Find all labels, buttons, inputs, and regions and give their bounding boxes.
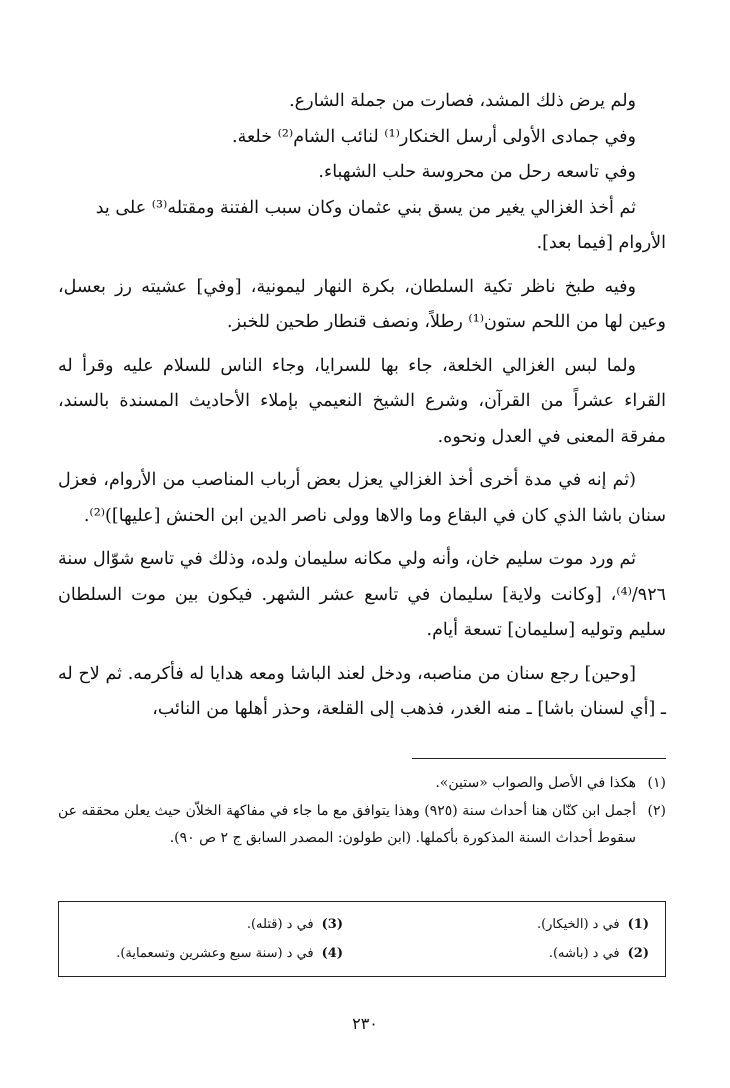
variant-note-1	[537, 910, 649, 939]
variant-text: في د (سنة سبع وعشرين وتسعماية).	[116, 946, 314, 961]
variant-note-2	[537, 939, 649, 968]
manuscript-variants-box	[58, 901, 666, 977]
variant-number: (3)	[321, 917, 343, 932]
text-line: الأروام [فيما بعد].	[536, 233, 666, 253]
footnote-text: أجمل ابن كنّان هنا أحداث سنة (٩٢٥) وهذا يتوافق مع ما جاء في مفاكهة الخلاّن حيث يعلن محققه عن سقوط أحداث السنة المذكورة بأكملها. (ابن طولون: المصدر السابق ج ٢ ص ٩٠).	[58, 802, 636, 846]
footnote-2	[58, 798, 666, 853]
text-line: وفي تاسعه رحل من محروسة حلب الشهباء.	[318, 162, 636, 182]
variant-text: في د (باشه).	[548, 946, 620, 961]
text-line: ولم يرض ذلك المشد، فصارت من جملة الشارع.	[289, 91, 636, 111]
variant-number: (1)	[627, 917, 649, 932]
paragraph-5: ثم ورد موت سليم خان، وأنه ولي مكانه سليمان ولده، وذلك في تاسع شوّال سنة ٩٢٦/⁽⁴⁾، [وكانت ولاية] سليمان في تاسع عشر الشهر. فيكون بين موت السلطان سليم وتوليه [سليمان] تسعة أيام.	[58, 549, 666, 640]
variant-note-4	[116, 939, 343, 968]
page-number: ٢٣٠	[352, 1014, 378, 1033]
paragraph-2: وفيه طبخ ناظر تكية السلطان، بكرة النهار ليمونية، [وفي] عشيته رز بعسل، وعين لها من اللحم ستون⁽¹⁾ رطلاً، ونصف قنطار طحين للخبز.	[58, 276, 666, 332]
variant-number: (4)	[321, 946, 343, 961]
text-line: وفي جمادى الأولى أرسل الخنكار⁽¹⁾ لنائب الشام⁽²⁾ خلعة.	[232, 126, 636, 147]
variant-number: (2)	[627, 946, 649, 961]
paragraph-6: [وحين] رجع سنان من مناصبه، ودخل لعند الباشا ومعه هدايا له فأكرمه. ثم لاح له ـ [أي لسنان باشا] ـ منه الغدر، فذهب إلى القلعة، وحذر أهلها من النائب،	[58, 663, 666, 719]
footnote-number: (١)	[647, 775, 666, 791]
footnote-1	[58, 770, 666, 798]
paragraph-3: ولما لبس الغزالي الخلعة، جاء بها للسرايا، وجاء الناس للسلام عليه وقرأ له القراء عشراً من القرآن، وشرع الشيخ النعيمي بإملاء الأحاديث المسندة بالسند، مفرقة المعنى في العدل ونحوه.	[58, 355, 666, 447]
text-line: ثم أخذ الغزالي يغير من يسق بني عثمان وكان سبب الفتنة ومقتله⁽³⁾ على يد	[95, 197, 636, 218]
paragraph-4: (ثم إنه في مدة أخرى أخذ الغزالي يعزل بعض أرباب المناصب من الأروام، فعزل سنان باشا الذي كان في البقاع وما والاها وولى ناصر الدين ابن الحنش [عليها])⁽²⁾.	[58, 470, 666, 526]
variants-column-left	[116, 910, 343, 968]
footnote-separator	[412, 758, 666, 759]
variant-note-3	[116, 910, 343, 939]
footnote-text: هكذا في الأصل والصواب «ستين».	[435, 775, 636, 791]
variant-text: في د (قتله).	[246, 917, 314, 932]
variant-text: في د (الخيكار).	[536, 917, 620, 932]
footnote-number: (٢)	[647, 802, 666, 819]
main-text	[58, 84, 666, 728]
paragraph-1	[58, 84, 666, 262]
variants-column-right	[537, 910, 649, 968]
footnotes	[58, 770, 666, 853]
